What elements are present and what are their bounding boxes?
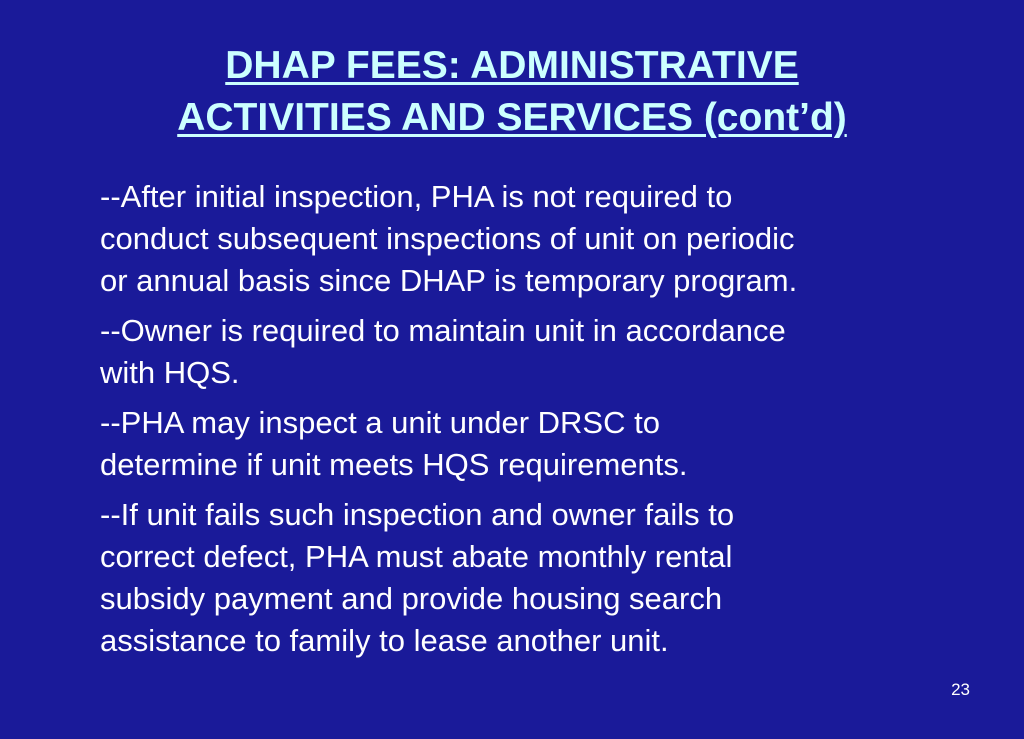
paragraph-line: or annual basis since DHAP is temporary program. [100, 263, 798, 298]
slide-title-line-2: ACTIVITIES AND SERVICES (cont’d) [177, 96, 847, 139]
paragraph-line: with HQS. [100, 355, 240, 390]
paragraph-line: --Owner is required to maintain unit in accordance [100, 313, 786, 348]
slide-title-line-1: DHAP FEES: ADMINISTRATIVE [225, 44, 799, 87]
paragraph-pha-may-inspect [100, 402, 980, 486]
slide-title [0, 40, 1024, 144]
paragraph-line: --PHA may inspect a unit under DRSC to [100, 405, 660, 440]
slide-body [100, 176, 980, 670]
paragraph-line: --After initial inspection, PHA is not required to [100, 179, 733, 214]
page-number: 23 [951, 680, 970, 699]
paragraph-inspection-after-initial [100, 176, 980, 302]
paragraph-owner-maintain [100, 310, 980, 394]
paragraph-line: conduct subsequent inspections of unit on periodic [100, 221, 795, 256]
paragraph-line: --If unit fails such inspection and owner fails to [100, 497, 735, 532]
paragraph-line: subsidy payment and provide housing search [100, 581, 723, 616]
paragraph-unit-fails [100, 494, 980, 662]
paragraph-line: assistance to family to lease another unit. [100, 623, 669, 658]
paragraph-line: determine if unit meets HQS requirements. [100, 447, 688, 482]
paragraph-line: correct defect, PHA must abate monthly rental [100, 539, 733, 574]
